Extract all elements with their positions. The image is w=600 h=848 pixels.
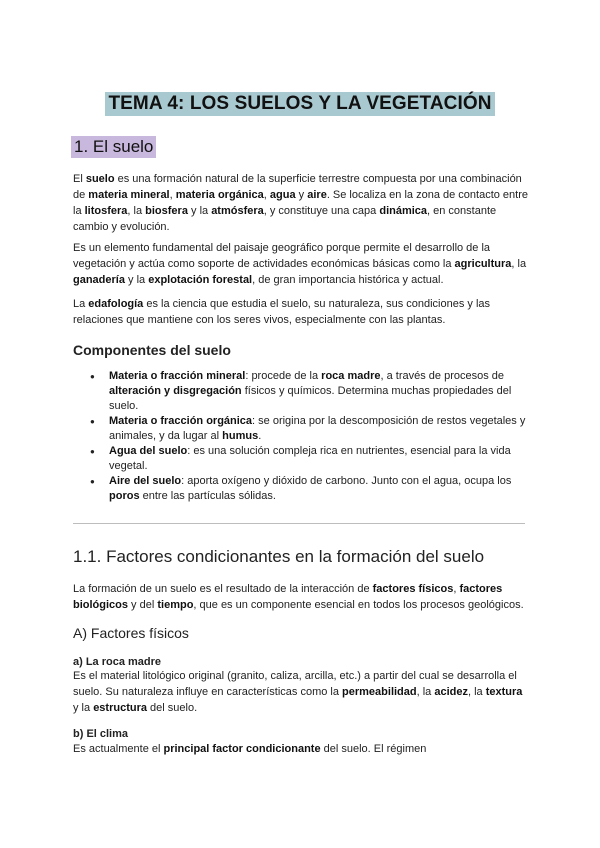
- document-title: TEMA 4: LOS SUELOS Y LA VEGETACIÓN: [105, 92, 494, 116]
- components-heading: Componentes del suelo: [73, 342, 231, 358]
- roca-madre-heading: a) La roca madre: [73, 656, 162, 668]
- components-list: [90, 369, 530, 504]
- paragraph-roca-madre: Es el material litológico original (granito, caliza, arcilla, etc.) a partir del cual se desarrolla el suelo. Su naturaleza influye en características como la permeabilidad, la acidez, la textura y la estructura del suelo.: [73, 670, 523, 714]
- paragraph-clima: Es actualmente el principal factor condicionante del suelo. El régimen: [73, 743, 427, 755]
- list-item: ● Materia o fracción orgánica: se origina por la descomposición de restos vegetales y animales, y da lugar al humus.: [90, 414, 530, 444]
- factores-fisicos-heading: A) Factores físicos: [73, 625, 189, 641]
- list-item: ● Agua del suelo: es una solución compleja rica en nutrientes, esencial para la vida vegetal.: [90, 444, 530, 474]
- horizontal-divider: [73, 523, 525, 524]
- list-item: ● Aire del suelo: aporta oxígeno y dióxido de carbono. Junto con el agua, ocupa los poros entre las partículas sólidas.: [90, 474, 530, 504]
- title-wrap: [0, 92, 600, 116]
- list-item: ● Materia o fracción mineral: procede de la roca madre, a través de procesos de alteración y disgregación físicos y químicos. Determina muchas propiedades del suelo.: [90, 369, 530, 414]
- paragraph-edafologia: La edafología es la ciencia que estudia el suelo, su naturaleza, sus condiciones y las relaciones que mantiene con los seres vivos, especialmente con las plantas.: [73, 298, 491, 326]
- paragraph-factores-intro: La formación de un suelo es el resultado de la interacción de factores físicos, factores biológicos y del tiempo, que es un componente esencial en todos los procesos geológicos.: [73, 583, 524, 611]
- clima-heading: b) El clima: [73, 728, 129, 740]
- paragraph-suelo-importance: Es un elemento fundamental del paisaje geográfico porque permite el desarrollo de la vegetación y actúa como soporte de actividades económicas básicas como la agricultura, la ganadería y la explotación forestal, de gran importancia histórica y actual.: [73, 242, 527, 286]
- subsection-heading-factores: 1.1. Factores condicionantes en la formación del suelo: [73, 547, 485, 566]
- paragraph-suelo-definition: El suelo es una formación natural de la superficie terrestre compuesta por una combinación de materia mineral, materia orgánica, agua y aire. Se localiza en la zona de contacto entre la litosfera, la biosfera y la atmósfera, y constituye una capa dinámica, en constante cambio y evolución.: [73, 173, 528, 233]
- section-heading-el-suelo: 1. El suelo: [71, 136, 156, 158]
